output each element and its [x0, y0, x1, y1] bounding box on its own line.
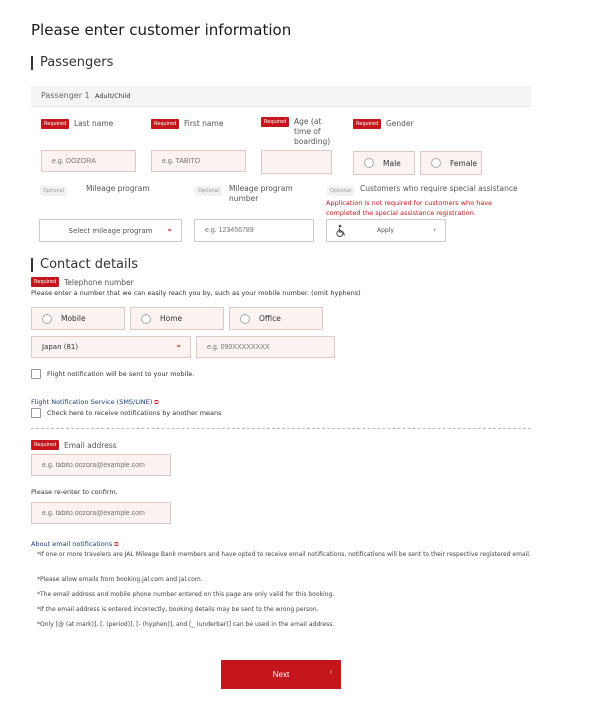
mileage-program-select-label: Select mileage program: [68, 226, 153, 235]
required-badge: Required: [31, 440, 59, 450]
assistance-note: Application is not required for customers who have completed the special assistance registration.: [326, 199, 493, 217]
optional-badge: Optional: [327, 186, 354, 196]
email-label: Email address: [64, 441, 117, 450]
telephone-label: Telephone number: [64, 278, 134, 287]
sms-link-text: Flight Notification Service (SMS/LINE): [31, 398, 153, 406]
mileage-number-input[interactable]: [194, 219, 314, 242]
telephone-help: Please enter a number that we can easily reach you by, such as your mobile number. (omit hyphens): [31, 289, 361, 297]
mileage-program-select[interactable]: [39, 219, 182, 242]
next-button[interactable]: [221, 660, 341, 689]
note-item: *If one or more travelers are JAL Mileage Bank members and have opted to receive email notifications, notifications will be sent to their respective registered email.: [37, 551, 531, 558]
gender-label: Gender: [386, 119, 414, 128]
first-name-input[interactable]: [151, 150, 246, 172]
phone-type-office-label: Office: [259, 314, 281, 323]
assistance-label: Customers who require special assistance: [360, 184, 518, 193]
radio-icon: [431, 158, 441, 168]
age-label: Age (at time of boarding): [294, 117, 331, 146]
passenger-label: Passenger 1: [41, 91, 90, 100]
gender-male-option[interactable]: [353, 151, 415, 175]
note-item: *Please allow emails from booking.jal.com and jal.com.: [37, 576, 203, 583]
country-code-select[interactable]: [31, 336, 191, 358]
phone-number-input[interactable]: [196, 336, 335, 358]
other-notification-checkbox[interactable]: [31, 408, 41, 418]
email-confirm-input[interactable]: [31, 502, 171, 524]
apply-label: Apply: [377, 227, 394, 234]
radio-icon: [240, 314, 250, 324]
mileage-number-label: Mileage program number: [229, 184, 293, 203]
radio-icon: [141, 314, 151, 324]
required-badge: Required: [31, 277, 59, 287]
mileage-program-label: Mileage program: [86, 184, 150, 193]
email-reenter-label: Please re-enter to confirm.: [31, 488, 118, 496]
contact-section-title: Contact details: [31, 258, 138, 272]
first-name-label: First name: [184, 119, 224, 128]
special-assistance-apply-button[interactable]: [326, 219, 446, 242]
note-item: *The email address and mobile phone number entered on this page are only valid for this booking.: [37, 591, 335, 598]
passengers-section-title: Passengers: [31, 56, 113, 70]
last-name-label: Last name: [74, 119, 114, 128]
optional-badge: Optional: [195, 186, 222, 196]
note-item: *Only [@ (at mark)], [. (period)], [- (hyphen)], and [_ (underbar)] can be used in the email address.: [37, 621, 335, 628]
email-input[interactable]: [31, 454, 171, 476]
required-badge: Required: [261, 117, 289, 127]
select-arrow-icon: ⌗: [168, 226, 172, 234]
page-title: Please enter customer information: [31, 21, 292, 39]
gender-female-option[interactable]: [420, 151, 482, 175]
passenger-type: Adult/Child: [95, 92, 131, 100]
note-item: *If the email address is entered incorrectly, booking details may be sent to the wrong person.: [37, 606, 319, 613]
phone-type-home-label: Home: [160, 314, 183, 323]
radio-icon: [42, 314, 52, 324]
section-divider: [31, 428, 531, 429]
chevron-right-icon: ›: [329, 669, 332, 676]
email-notifications-link[interactable]: [31, 531, 119, 550]
wheelchair-icon: [335, 224, 347, 238]
phone-type-office[interactable]: [229, 307, 323, 330]
next-label: Next: [272, 670, 290, 679]
required-badge: Required: [353, 119, 381, 129]
external-link-icon: ⧉: [114, 541, 119, 548]
flight-notification-checkbox[interactable]: [31, 369, 41, 379]
gender-female-label: Female: [450, 158, 478, 168]
sms-notification-link[interactable]: [31, 389, 159, 408]
required-badge: Required: [151, 119, 179, 129]
required-badge: Required: [41, 119, 69, 129]
email-link-text: About email notifications: [31, 540, 113, 548]
phone-type-home[interactable]: [130, 307, 224, 330]
country-code-value: Japan (81): [42, 343, 79, 351]
select-arrow-icon: ⌗: [177, 343, 181, 350]
radio-icon: [364, 158, 374, 168]
other-notification-check-label: Check here to receive notifications by another means: [47, 409, 222, 417]
last-name-input[interactable]: [41, 150, 136, 172]
phone-type-mobile-label: Mobile: [61, 314, 86, 323]
age-input[interactable]: [261, 150, 332, 174]
chevron-right-icon: ›: [433, 226, 436, 234]
optional-badge: Optional: [40, 186, 67, 196]
passenger-bar: [31, 86, 531, 107]
phone-type-mobile[interactable]: [31, 307, 125, 330]
external-link-icon: ⧉: [154, 399, 159, 406]
gender-male-label: Male: [383, 158, 401, 168]
flight-notification-check-label: Flight notification will be sent to your mobile.: [47, 370, 195, 378]
